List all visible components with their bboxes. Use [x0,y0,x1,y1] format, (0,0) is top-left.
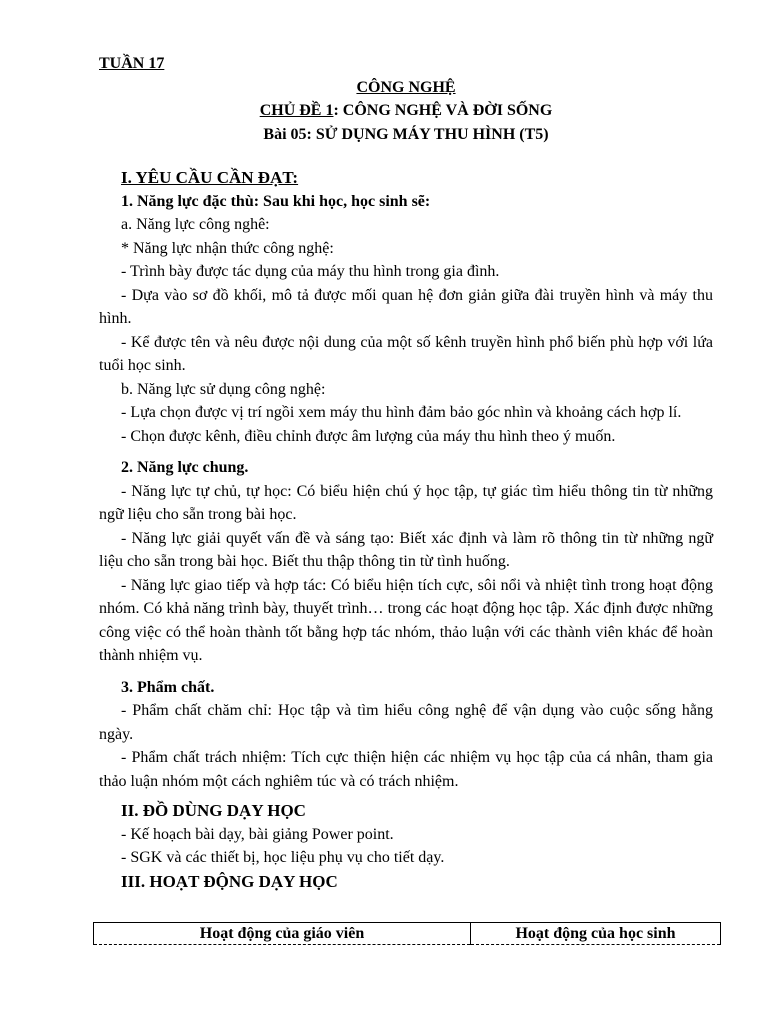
section2-item: - SGK và các thiết bị, học liệu phụ vụ cho tiết dạy. [121,849,445,866]
topic-heading [99,99,713,123]
sub1-item-b: - Lựa chọn được vị trí ngồi xem máy thu hình đảm bảo góc nhìn và khoảng cách hợp lí. [121,404,682,421]
document-page [99,52,713,893]
sub1-item-b: - Chọn được kênh, điều chỉnh được âm lượng của máy thu hình theo ý muốn. [121,427,616,445]
student-column-header: Hoạt động của học sinh [471,923,721,945]
sub3-item: - Phẩm chất trách nhiệm: Tích cực thiện hiện các nhiệm vụ học tập của cá nhân, tham gia thảo luận nhóm một cách nghiêm túc và có trách nhiệm. [99,749,713,790]
sub1-item: - Trình bày được tác dụng của máy thu hình trong gia đình. [121,263,500,280]
topic-title: : CÔNG NGHỆ VÀ ĐỜI SỐNG [333,102,553,119]
sub2-title: 2. Năng lực chung. [121,459,249,476]
sub2-item: - Năng lực giao tiếp và hợp tác: Có biểu hiện tích cực, sôi nổi và nhiệt tình trong hoạt động nhóm. Có khả năng trình bày, thuyết trình… trong các hoạt động học tập. Xác định được những công việc có thể hoàn thành tốt bằng hợp tác nhóm, thảo luận với các thành viên khác để hoàn thành nhiệm vụ. [99,576,713,664]
sub1-b: b. Năng lực sử dụng công nghệ: [121,380,326,398]
sub1-title: 1. Năng lực đặc thù: Sau khi học, học sinh sẽ: [121,192,431,210]
table-header-row [94,923,721,945]
week-label: TUẦN 17 [99,55,165,72]
topic-label: CHỦ ĐỀ 1 [259,102,334,119]
teacher-column-header: Hoạt động của giáo viên [94,923,471,945]
sub3-item: - Phẩm chất chăm chỉ: Học tập và tìm hiểu công nghệ để vận dụng vào cuộc sống hằng ngày. [99,702,713,743]
sub3-title: 3. Phẩm chất. [121,678,215,696]
sub1-item: - Dựa vào sơ đồ khối, mô tả được mối quan hệ đơn giản giữa đài truyền hình và máy thu hình. [99,286,713,327]
sub2-item: - Năng lực tự chủ, tự học: Có biểu hiện chú ý học tập, tự giác tìm hiểu thông tin từ những ngữ liệu cho sẵn trong bài học. [99,482,713,523]
lesson-title: Bài 05: SỬ DỤNG MÁY THU HÌNH (T5) [263,125,549,143]
section3-title: III. HOẠT ĐỘNG DẠY HỌC [121,871,338,891]
sub2-item: - Năng lực giải quyết vấn đề và sáng tạo: Biết xác định và làm rõ thông tin từ những ngữ liệu cho sẵn trong bài học. Biết thu thập thông tin từ tình huống. [99,529,713,570]
section1-title: I. YÊU CẦU CẦN ĐẠT: [121,168,299,187]
section2-title: II. ĐỒ DÙNG DẠY HỌC [121,801,306,820]
sub1-a: a. Năng lực công nghê: [121,216,270,233]
sub1-item: - Kể được tên và nêu được nội dung của một số kênh truyền hình phổ biến phù hợp với lứa tuổi học sinh. [99,333,713,374]
sub1-star: * Năng lực nhận thức công nghệ: [121,239,334,257]
section2-item: - Kế hoạch bài dạy, bài giảng Power point. [121,825,394,843]
activities-table [93,922,721,945]
subject-title: CÔNG NGHỆ [356,78,456,96]
